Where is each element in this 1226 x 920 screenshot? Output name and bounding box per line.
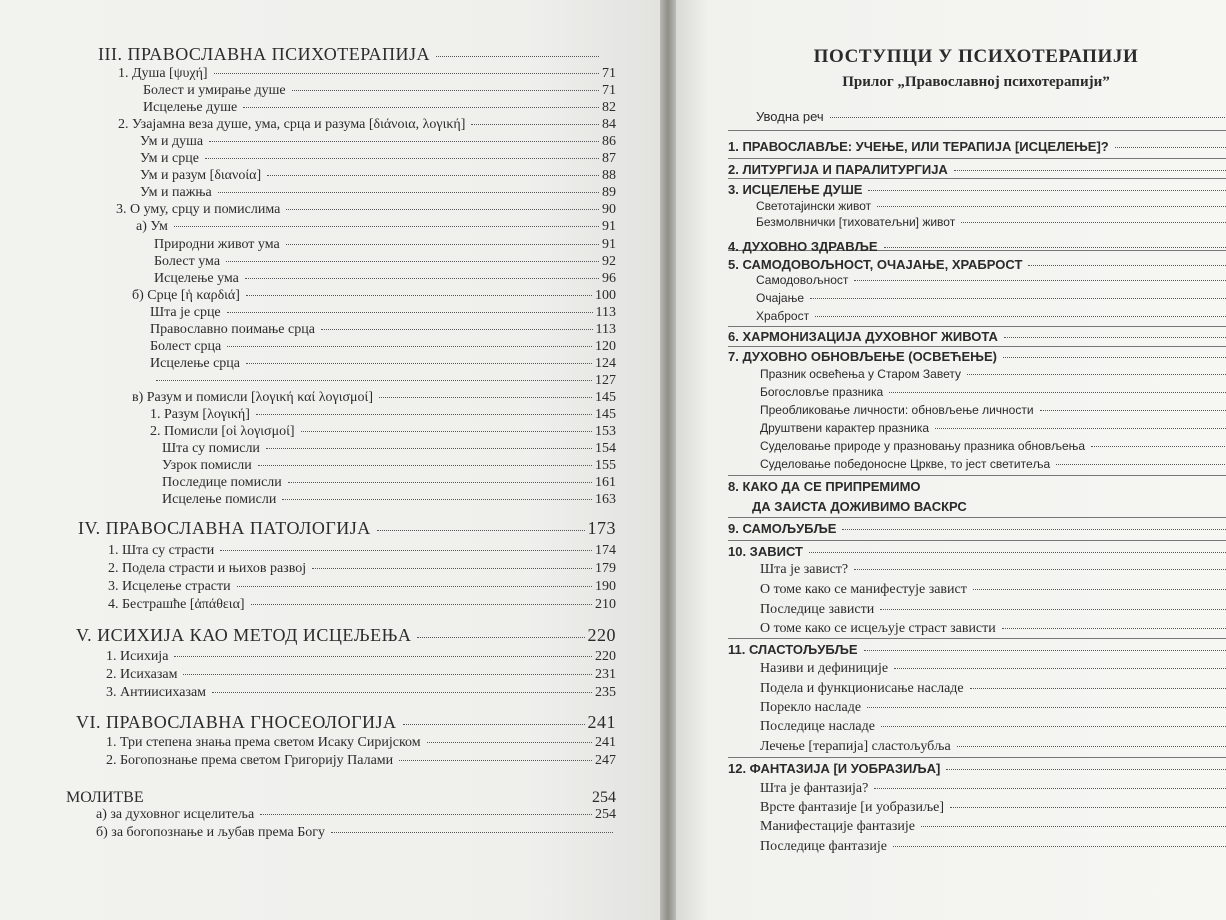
toc-entry[interactable] [118,118,616,132]
toc-entry[interactable] [108,580,616,594]
toc-page-number: 71 [602,83,616,98]
section-separator [728,326,1226,327]
toc-entry[interactable] [756,110,1226,123]
toc-entry[interactable] [760,662,1226,676]
section-separator [728,757,1226,758]
toc-leader [867,706,1226,708]
toc-entry[interactable] [728,240,1226,253]
toc-entry[interactable] [756,274,1226,286]
toc-leader [884,246,1226,248]
toc-entry[interactable] [760,404,1226,416]
toc-entry[interactable] [760,840,1226,854]
toc-entry[interactable] [728,163,1226,176]
toc-page-number: 231 [595,667,616,682]
toc-entry-title: Суделовање природе у празновању празника обновљења [760,439,1086,453]
toc-entry-title: Ум и пажња [140,185,212,200]
toc-entry[interactable] [136,220,616,234]
toc-entry[interactable] [760,801,1226,815]
toc-entry-title: Друштвени карактер празника [760,421,930,435]
toc-entry-title: Последице насладе [760,719,875,734]
toc-entry[interactable] [760,622,1226,636]
toc-entry[interactable] [140,186,616,200]
toc-entry[interactable] [760,440,1226,452]
toc-entry-title: Болест и умирање душе [143,83,286,98]
toc-entry[interactable] [116,203,616,217]
toc-entry-title: 3. Исцелење страсти [108,579,231,594]
toc-leader [880,608,1226,610]
toc-page-number: 113 [595,305,616,320]
toc-entry[interactable] [96,826,616,840]
toc-entry-title: МОЛИТВЕ [66,789,144,806]
toc-leader [377,529,585,531]
toc-page-number: 241 [595,735,616,750]
toc-entry-title: Ум и душа [140,134,204,149]
toc-entry-title: 2. Помисли [οἱ λογισμοί] [150,424,295,439]
toc-page-number: 254 [595,807,616,822]
toc-leader [921,825,1226,827]
toc-leader [156,379,592,381]
toc-entry[interactable] [756,216,1226,228]
toc-leader [809,551,1226,553]
toc-leader [1056,463,1226,465]
toc-entry-title: 3. О уму, срцу и помислима [116,202,281,217]
toc-entry-title: Подела и функционисање насладе [760,681,964,696]
section-separator [728,638,1226,639]
toc-leader [258,464,592,466]
toc-leader [950,806,1226,808]
toc-entry-title: 8. КАКО ДА СЕ ПРИПРЕМИМО [728,479,921,494]
toc-entry-title: Шта су помисли [162,441,260,456]
toc-entry[interactable] [760,368,1226,380]
toc-entry[interactable] [760,603,1226,617]
toc-leader [935,427,1226,429]
toc-entry[interactable] [162,442,616,456]
toc-entry[interactable] [728,522,1226,535]
toc-leader [174,225,599,227]
toc-entry-title: Последице зависти [760,602,875,617]
toc-entry-title: 1. Шта су страсти [108,543,215,558]
toc-leader [321,328,593,330]
toc-page-number: 89 [602,185,616,200]
toc-leader [246,362,592,364]
toc-entry-title: Храброст [756,309,810,323]
toc-entry-title: Последице фантазије [760,839,887,854]
toc-leader [399,759,592,761]
toc-page-number: 210 [595,597,616,612]
toc-entry-title: Богословље празника [760,385,884,399]
toc-leader [957,745,1226,747]
toc-page-number: 190 [595,579,616,594]
toc-entry[interactable] [760,820,1226,834]
toc-leader [292,89,599,91]
toc-entry-title: 2. Подела страсти и њихов развој [108,561,307,576]
toc-entry-title: Лечење [терапија] сластољубља [760,739,951,754]
toc-leader [815,315,1226,317]
toc-entry[interactable] [106,736,616,750]
toc-entry-title: Последице помисли [162,475,282,490]
toc-page-number: 120 [595,339,616,354]
toc-leader [1028,264,1226,266]
toc-page-number: 100 [595,288,616,303]
toc-entry[interactable] [140,169,616,183]
toc-leader [967,373,1226,375]
toc-entry[interactable] [760,583,1226,597]
toc-entry-title: 5. САМОДОВОЉНОСТ, ОЧАЈАЊЕ, ХРАБРОСТ [728,257,1023,272]
toc-entry[interactable] [728,350,1226,363]
toc-page-number: 174 [595,543,616,558]
toc-entry-title: Болест ума [154,254,221,269]
toc-leader [220,549,592,551]
toc-page-number: 153 [595,424,616,439]
toc-page-number: 88 [602,168,616,183]
toc-entry[interactable] [108,544,616,558]
toc-leader [417,636,584,638]
toc-page-number: 154 [595,441,616,456]
toc-leader [288,481,592,483]
toc-entry-title: 1. ПРАВОСЛАВЉЕ: УЧЕЊЕ, ИЛИ ТЕРАПИЈА [ИСЦЕЛЕЊЕ]? [728,139,1109,154]
toc-leader [830,116,1226,118]
toc-leader [226,260,599,262]
toc-leader [183,673,592,675]
toc-entry[interactable] [162,493,616,507]
toc-entry[interactable] [78,519,616,537]
toc-entry-title: Болест срца [150,339,222,354]
toc-entry[interactable] [760,682,1226,696]
toc-entry-title: Шта је срце [150,305,221,320]
toc-entry[interactable] [728,330,1226,343]
section-separator [728,540,1226,541]
toc-entry[interactable] [728,480,1226,493]
toc-entry[interactable] [66,790,616,806]
book-gutter [660,0,676,920]
toc-leader [243,106,599,108]
toc-entry-title: а) Ум [136,219,168,234]
toc-entry[interactable] [760,422,1226,434]
toc-leader [889,391,1226,393]
toc-entry-title: Ум и разум [διανοία] [140,168,262,183]
toc-leader [894,667,1226,669]
toc-leader [212,691,592,693]
toc-page-number: 220 [587,625,616,645]
toc-entry[interactable] [728,140,1226,153]
toc-page-number: 96 [602,271,616,286]
toc-entry[interactable] [132,391,616,405]
toc-leader [893,845,1226,847]
section-separator [728,517,1226,518]
toc-leader [810,297,1226,299]
toc-entry[interactable] [760,386,1226,398]
toc-entry-title: IV. ПРАВОСЛАВНА ПАТОЛОГИЈА [78,518,371,538]
toc-entry-title: 6. ХАРМОНИЗАЦИЈА ДУХОВНОГ ЖИВОТА [728,329,998,344]
toc-entry-title: 9. САМОЉУБЉЕ [728,521,837,536]
toc-entry-title: Православно поимање срца [150,322,315,337]
toc-leader [1115,146,1226,148]
toc-page-number: 84 [602,117,616,132]
toc-entry[interactable] [118,67,616,81]
toc-entry[interactable] [140,135,616,149]
toc-entry[interactable] [756,292,1226,304]
toc-leader [312,567,592,569]
toc-entry-title: 7. ДУХОВНО ОБНОВЉЕЊЕ (ОСВЕЋЕЊЕ) [728,349,997,364]
toc-entry-title: 2. Богопознање према светом Григорију Палами [106,753,394,768]
toc-page-number: 179 [595,561,616,576]
toc-entry[interactable] [76,626,616,644]
toc-leader [1004,336,1226,338]
page-subtitle: Прилог „Православној психотерапији” [842,74,1110,90]
toc-leader [973,588,1226,590]
toc-entry[interactable] [760,563,1226,577]
section-separator [728,346,1226,347]
toc-leader [427,741,592,743]
toc-entry-title: Називи и дефиниције [760,661,889,676]
toc-leader [267,174,599,176]
toc-entry-title: Безмолвнички [тиховатељни] живот [756,215,956,229]
toc-leader [842,528,1226,530]
toc-entry[interactable] [728,762,1226,775]
page-title: ПОСТУПЦИ У ПСИХОТЕРАПИЈИ [813,46,1139,67]
toc-entry[interactable] [143,101,616,115]
toc-entry[interactable] [752,500,1226,513]
toc-page-number: 145 [595,390,616,405]
toc-leader [868,189,1226,191]
toc-entry-title: б) Срце [ἡ καρδιά] [132,288,240,303]
toc-leader [256,413,592,415]
toc-entry-title: Природни живот ума [154,237,280,252]
toc-leader [214,72,599,74]
toc-page-number: 90 [602,202,616,217]
toc-entry[interactable] [154,272,616,286]
toc-page-number: 145 [595,407,616,422]
toc-leader [1002,627,1226,629]
toc-page-number: 161 [595,475,616,490]
toc-page-number: 124 [595,356,616,371]
toc-entry[interactable] [756,310,1226,322]
toc-entry[interactable] [108,562,616,576]
toc-entry-title: 1. Душа [ψυχή] [118,66,208,81]
toc-leader [854,279,1226,281]
toc-leader [286,208,599,210]
toc-entry-title: 1. Разум [λογική] [150,407,250,422]
toc-entry-title: 3. Антиисихазам [106,685,207,700]
toc-page-number: 247 [595,753,616,768]
toc-leader [266,447,592,449]
toc-entry[interactable] [106,686,616,700]
toc-entry-title: Уводна реч [756,109,824,124]
toc-entry[interactable] [98,45,602,63]
toc-entry-title: 1. Исихија [106,649,169,664]
toc-leader [874,787,1226,789]
toc-page-number: 235 [595,685,616,700]
toc-entry-title: Исцелење ума [154,271,239,286]
toc-leader [854,568,1226,570]
toc-leader [954,169,1226,171]
toc-leader [245,277,599,279]
section-separator [728,158,1226,159]
toc-page-number: 82 [602,100,616,115]
toc-entry-title: Очајање [756,291,805,305]
toc-entry-title: Исцелење срца [150,356,240,371]
toc-leader [436,55,599,57]
toc-entry[interactable] [760,782,1226,796]
toc-entry-title: О томе како се исцељује страст зависти [760,621,996,636]
toc-page-number: 254 [592,789,616,806]
toc-leader [961,221,1226,223]
toc-entry[interactable] [150,340,616,354]
toc-leader [403,723,585,725]
toc-entry[interactable] [143,84,616,98]
toc-leader [379,396,592,398]
toc-leader [1003,356,1226,358]
toc-entry-title: VI. ПРАВОСЛАВНА ГНОСЕОЛОГИЈА [76,712,397,732]
toc-page-number: 92 [602,254,616,269]
toc-entry[interactable] [106,754,616,768]
toc-entry[interactable] [756,200,1226,212]
toc-entry-title: 10. ЗАВИСТ [728,544,803,559]
toc-entry-title: 1. Три степена знања према светом Исаку Сиријском [106,735,421,750]
toc-entry-title: 3. ИСЦЕЛЕЊЕ ДУШЕ [728,182,863,197]
toc-entry-title: Врсте фантазије [и уобразиље] [760,800,945,815]
toc-entry[interactable] [96,808,616,822]
toc-entry-title: а) за духовног исцелитеља [96,807,255,822]
toc-entry[interactable] [760,458,1226,470]
toc-page-number: 127 [595,373,616,388]
toc-entry-title: Узрок помисли [162,458,252,473]
toc-leader [881,725,1226,727]
toc-leader [251,603,592,605]
toc-leader [864,649,1226,651]
toc-leader [227,311,593,313]
toc-entry[interactable] [728,183,1226,196]
toc-entry-title: 2. Узајамна веза душе, ума, срца и разума [διάνοια, λογική] [118,117,466,132]
toc-entry-title: 4. Бестрашће [ἀπάθεια] [108,597,245,612]
toc-entry-title: Суделовање победоносне Цркве, то јест светитеља [760,457,1051,471]
toc-page-number: 173 [587,518,616,538]
toc-entry-title: Порекло насладе [760,700,862,715]
toc-entry[interactable] [132,289,616,303]
toc-leader [246,294,592,296]
toc-page-number: 220 [595,649,616,664]
toc-entry[interactable] [760,720,1226,734]
toc-entry-title: в) Разум и помисли [λογική καί λογισμοί] [132,390,373,405]
toc-leader [205,157,599,159]
toc-entry-title: О томе како се манифестује завист [760,582,967,597]
toc-leader [209,140,599,142]
toc-entry[interactable] [728,545,1226,558]
toc-page-number: 91 [602,219,616,234]
toc-page-number: 86 [602,134,616,149]
toc-entry-title: Празник освећења у Старом Завету [760,367,961,381]
toc-entry-title: ДА ЗАИСТА ДОЖИВИМО ВАСКРС [752,499,967,514]
toc-leader [227,345,592,347]
toc-entry[interactable] [150,374,616,388]
toc-page-number: 163 [595,492,616,507]
toc-leader [970,687,1226,689]
toc-leader [1040,409,1226,411]
toc-leader [174,655,592,657]
section-separator [728,178,1226,179]
toc-entry[interactable] [162,476,616,490]
toc-entry-title: 2. ЛИТУРГИЈА И ПАРАЛИТУРГИЈА [728,162,948,177]
toc-entry[interactable] [728,258,1226,271]
toc-entry[interactable] [154,255,616,269]
right-page [676,0,1226,920]
toc-entry-title: 4. ДУХОВНО ЗДРАВЉЕ [728,239,878,254]
toc-entry-title: Светотајински живот [756,199,872,213]
toc-entry[interactable] [728,643,1226,656]
toc-page-number: 113 [595,322,616,337]
toc-entry-title: Шта је фантазија? [760,781,869,796]
toc-entry[interactable] [162,459,616,473]
toc-entry[interactable] [76,713,616,731]
toc-entry[interactable] [150,306,616,320]
toc-entry-title: 11. СЛАСТОЉУБЉЕ [728,642,858,657]
section-separator [728,130,1226,131]
toc-page-number: 71 [602,66,616,81]
toc-entry[interactable] [760,740,1226,754]
toc-entry-title: Манифестације фантазије [760,819,915,834]
toc-entry[interactable] [760,701,1226,715]
toc-entry[interactable] [108,598,616,612]
toc-entry-title: Исцелење помисли [162,492,277,507]
toc-leader [286,243,599,245]
toc-entry[interactable] [150,323,616,337]
toc-entry[interactable] [150,357,616,371]
section-separator [728,475,1226,476]
toc-entry-title: 2. Исихазам [106,667,178,682]
toc-entry-title: Ум и срце [140,151,199,166]
toc-entry-title: Преобликовање личности: обновљење личности [760,403,1034,417]
toc-entry-title: Исцелење душе [143,100,238,115]
toc-leader [877,205,1226,207]
toc-leader [260,813,592,815]
toc-entry[interactable] [154,238,616,252]
toc-leader [331,831,613,833]
toc-leader [471,123,599,125]
toc-entry[interactable] [106,650,616,664]
toc-leader [946,768,1226,770]
toc-entry-title: Самодовољност [756,273,849,287]
toc-page-number: 241 [587,712,616,732]
toc-page-number: 91 [602,237,616,252]
toc-page-number: 87 [602,151,616,166]
toc-entry[interactable] [150,425,616,439]
toc-entry-title: б) за богопознање и љубав према Богу [96,825,326,840]
toc-entry[interactable] [106,668,616,682]
toc-leader [237,585,592,587]
toc-entry[interactable] [150,408,616,422]
toc-leader [218,191,599,193]
toc-entry[interactable] [140,152,616,166]
toc-entry-title: V. ИСИХИЈА КАО МЕТОД ИСЦЕЉЕЊА [76,625,412,645]
toc-leader [301,430,592,432]
toc-entry-title: 12. ФАНТАЗИЈА [И УОБРАЗИЉА] [728,761,941,776]
toc-entry-title: Шта је завист? [760,562,849,577]
toc-page-number: 155 [595,458,616,473]
toc-entry-title: III. ПРАВОСЛАВНА ПСИХОТЕРАПИЈА [98,44,430,64]
toc-leader [1091,445,1226,447]
toc-leader [282,498,592,500]
